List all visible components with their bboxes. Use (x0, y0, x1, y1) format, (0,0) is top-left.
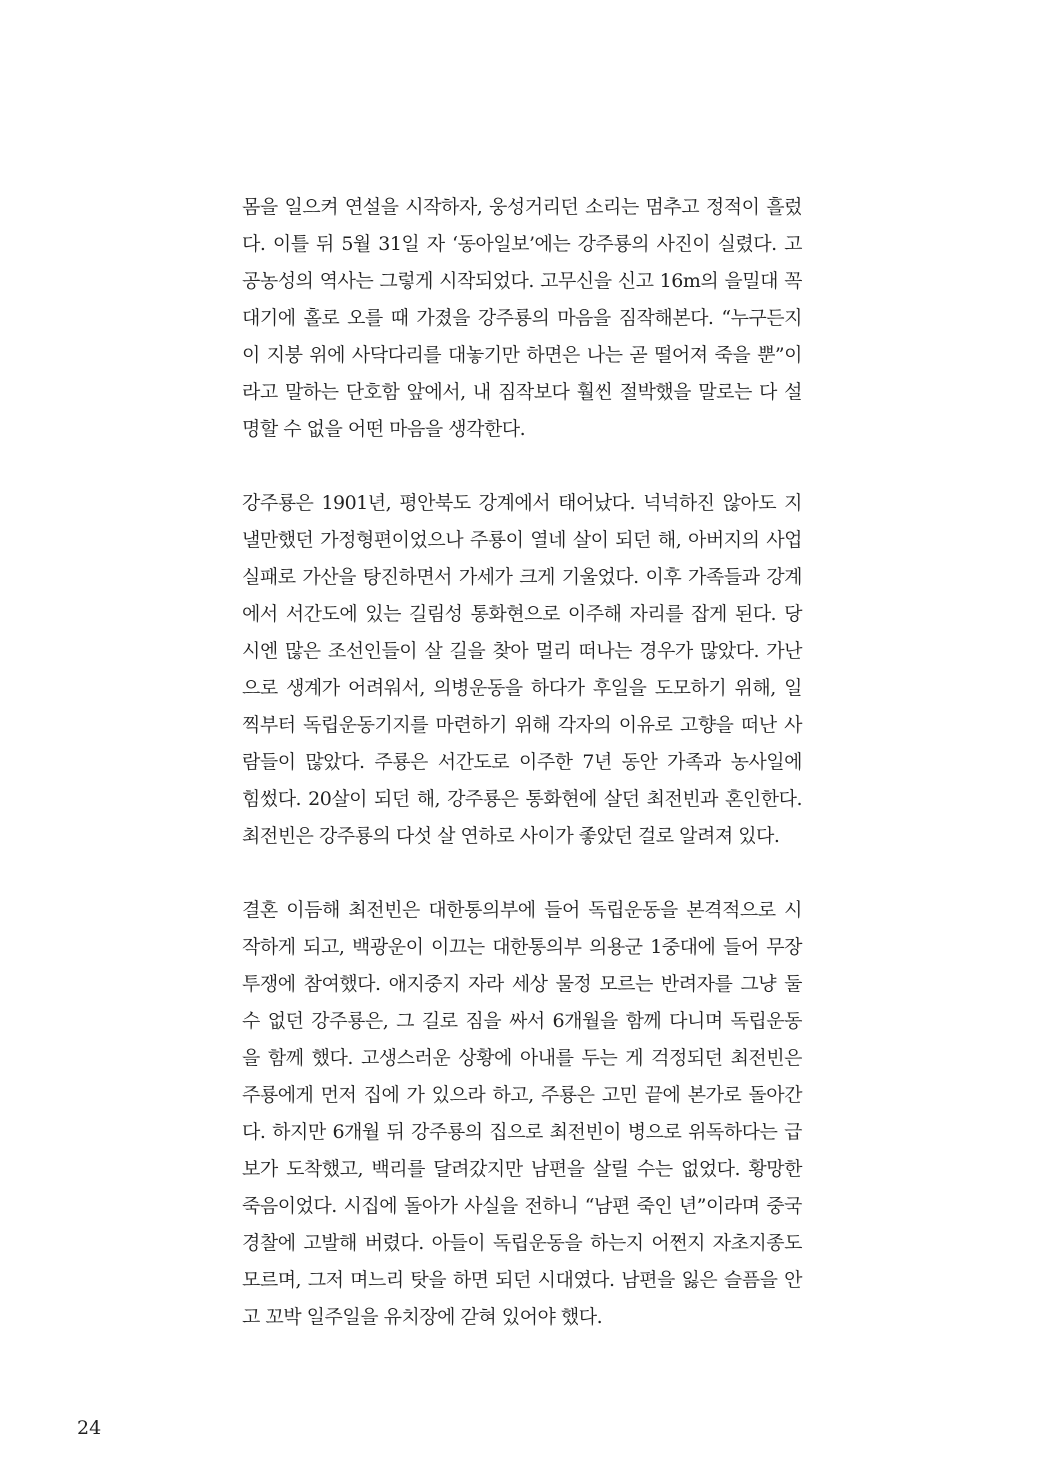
text-line: 대기에 홀로 오를 때 가졌을 강주룡의 마음을 짐작해본다. “누구든지 (242, 307, 802, 329)
text-line: 다. 하지만 6개월 뒤 강주룡의 집으로 최전빈이 병으로 위독하다는 급 (242, 1121, 802, 1143)
text-line: 모르며, 그저 며느리 탓을 하면 되던 시대였다. 남편을 잃은 슬픔을 안 (242, 1269, 802, 1291)
text-line: 다. 이틀 뒤 5월 31일 자 ‘동아일보’에는 강주룡의 사진이 실렸다. 고 (242, 233, 802, 255)
text-line: 으로 생계가 어려워서, 의병운동을 하다가 후일을 도모하기 위해, 일 (242, 677, 802, 699)
text-line: 경찰에 고발해 버렸다. 아들이 독립운동을 하는지 어쩐지 자초지종도 (242, 1232, 802, 1254)
text-line: 고 꼬박 일주일을 유치장에 갇혀 있어야 했다. (242, 1306, 603, 1328)
text-line: 공농성의 역사는 그렇게 시작되었다. 고무신을 신고 16m의 을밀대 꼭 (242, 270, 802, 292)
page-body (242, 189, 802, 1336)
text-line: 결혼 이듬해 최전빈은 대한통의부에 들어 독립운동을 본격적으로 시 (242, 899, 802, 921)
text-line: 람들이 많았다. 주룡은 서간도로 이주한 7년 동안 가족과 농사일에 (242, 751, 802, 773)
text-line: 강주룡은 1901년, 평안북도 강계에서 태어났다. 넉넉하진 않아도 지 (242, 492, 802, 514)
text-line: 에서 서간도에 있는 길림성 통화현으로 이주해 자리를 잡게 된다. 당 (242, 603, 802, 625)
text-line: 주룡에게 먼저 집에 가 있으라 하고, 주룡은 고민 끝에 본가로 돌아간 (242, 1084, 802, 1106)
text-line: 몸을 일으켜 연설을 시작하자, 웅성거리던 소리는 멈추고 정적이 흘렀 (242, 196, 802, 218)
text-line: 낼만했던 가정형편이었으나 주룡이 열네 살이 되던 해, 아버지의 사업 (242, 529, 802, 551)
text-line: 투쟁에 참여했다. 애지중지 자라 세상 물정 모르는 반려자를 그냥 둘 (242, 973, 802, 995)
text-line: 죽음이었다. 시집에 돌아가 사실을 전하니 “남편 죽인 년”이라며 중국 (242, 1195, 802, 1217)
text-line: 최전빈은 강주룡의 다섯 살 연하로 사이가 좋았던 걸로 알려져 있다. (242, 825, 780, 847)
paragraph-1 (242, 189, 802, 448)
text-line: 을 함께 했다. 고생스러운 상황에 아내를 두는 게 걱정되던 최전빈은 (242, 1047, 802, 1069)
text-line: 실패로 가산을 탕진하면서 가세가 크게 기울었다. 이후 가족들과 강계 (242, 566, 802, 588)
text-line: 힘썼다. 20살이 되던 해, 강주룡은 통화현에 살던 최전빈과 혼인한다. (242, 788, 802, 810)
paragraph-3 (242, 892, 802, 1336)
text-line: 명할 수 없을 어떤 마음을 생각한다. (242, 418, 526, 440)
text-line: 작하게 되고, 백광운이 이끄는 대한통의부 의용군 1중대에 들어 무장 (242, 936, 802, 958)
text-line: 수 없던 강주룡은, 그 길로 짐을 싸서 6개월을 함께 다니며 독립운동 (242, 1010, 802, 1032)
text-line: 라고 말하는 단호함 앞에서, 내 짐작보다 훨씬 절박했을 말로는 다 설 (242, 381, 802, 403)
text-line: 찍부터 독립운동기지를 마련하기 위해 각자의 이유로 고향을 떠난 사 (242, 714, 802, 736)
paragraph-2 (242, 485, 802, 855)
text-line: 시엔 많은 조선인들이 살 길을 찾아 멀리 떠나는 경우가 많았다. 가난 (242, 640, 802, 662)
page-number: 24 (77, 1417, 102, 1439)
text-line: 이 지붕 위에 사닥다리를 대놓기만 하면은 나는 곧 떨어져 죽을 뿐”이 (242, 344, 802, 366)
text-line: 보가 도착했고, 백리를 달려갔지만 남편을 살릴 수는 없었다. 황망한 (242, 1158, 802, 1180)
